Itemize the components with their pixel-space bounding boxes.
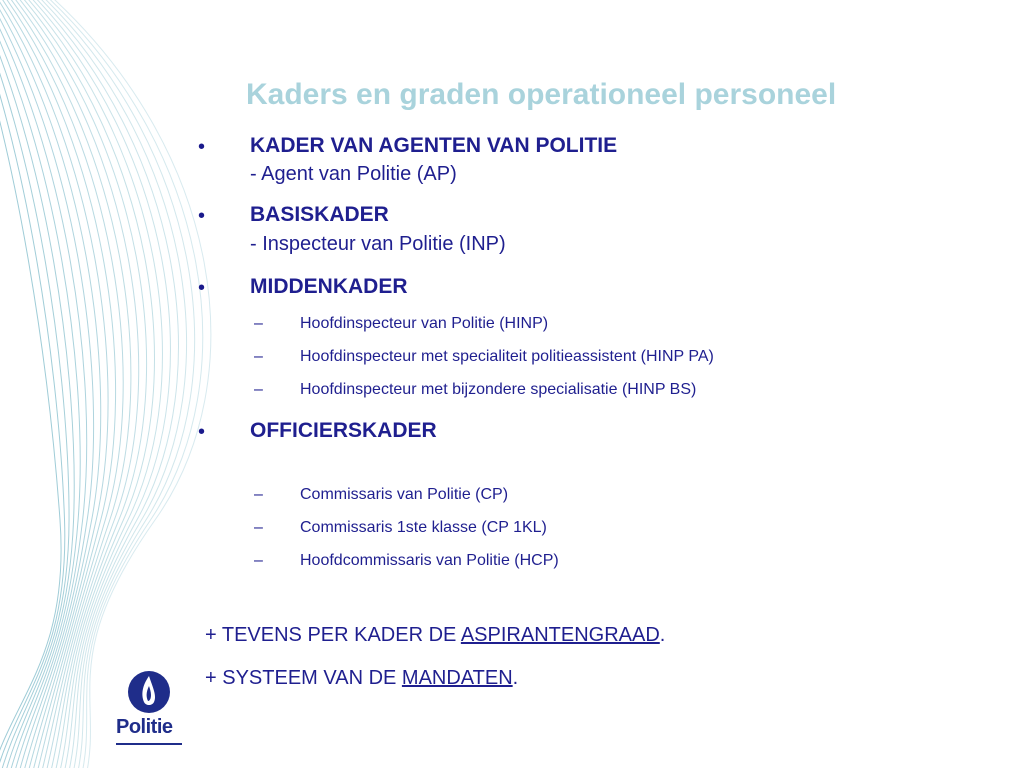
dash-icon: – (254, 348, 263, 365)
logo-underline (116, 743, 182, 745)
list-item: Hoofdinspecteur met bijzondere specialisatie (HINP BS) (300, 381, 697, 398)
dash-icon: – (254, 519, 263, 536)
wave-line (0, 0, 80, 768)
section-heading-officierskader: OFFICIERSKADER (250, 419, 437, 442)
wave-line (0, 0, 74, 768)
bullet-icon: • (198, 421, 206, 443)
dash-icon: – (254, 486, 263, 503)
dash-icon: – (254, 552, 263, 569)
extra-underlined: ASPIRANTENGRAAD (460, 624, 660, 646)
list-item: Commissaris van Politie (CP) (300, 486, 509, 503)
dash-icon: – (254, 381, 263, 398)
dash-icon: – (254, 315, 263, 332)
bullet-icon: • (198, 136, 206, 158)
wave-line (0, 0, 69, 768)
extra-note-mandaten (205, 667, 518, 690)
list-item: Hoofdinspecteur van Politie (HINP) (300, 315, 549, 332)
extra-suffix: . (512, 667, 519, 689)
logo-wordmark: Politie (116, 716, 173, 738)
section-heading-basiskader: BASISKADER (250, 203, 389, 226)
section-heading-agenten: KADER VAN AGENTEN VAN POLITIE (250, 134, 618, 157)
extra-suffix: . (659, 624, 666, 646)
section-heading-middenkader: MIDDENKADER (250, 275, 408, 298)
slide-title: Kaders en graden operationeel personeel (246, 78, 837, 111)
extra-prefix: + SYSTEEM VAN DE (205, 667, 402, 689)
list-item: Hoofdinspecteur met specialiteit politieassistent (HINP PA) (300, 348, 714, 365)
extra-prefix: + TEVENS PER KADER DE (205, 624, 461, 646)
extra-underlined: MANDATEN (401, 667, 513, 689)
list-item: Commissaris 1ste klasse (CP 1KL) (300, 519, 547, 536)
section-sub-basiskader: - Inspecteur van Politie (INP) (250, 233, 506, 255)
list-item: Hoofdcommissaris van Politie (HCP) (300, 552, 559, 569)
extra-note-aspirantengraad (205, 624, 665, 647)
bullet-icon: • (198, 277, 206, 299)
section-sub-agenten: - Agent van Politie (AP) (250, 163, 457, 185)
wave-line (0, 0, 61, 768)
bullet-icon: • (198, 205, 206, 227)
